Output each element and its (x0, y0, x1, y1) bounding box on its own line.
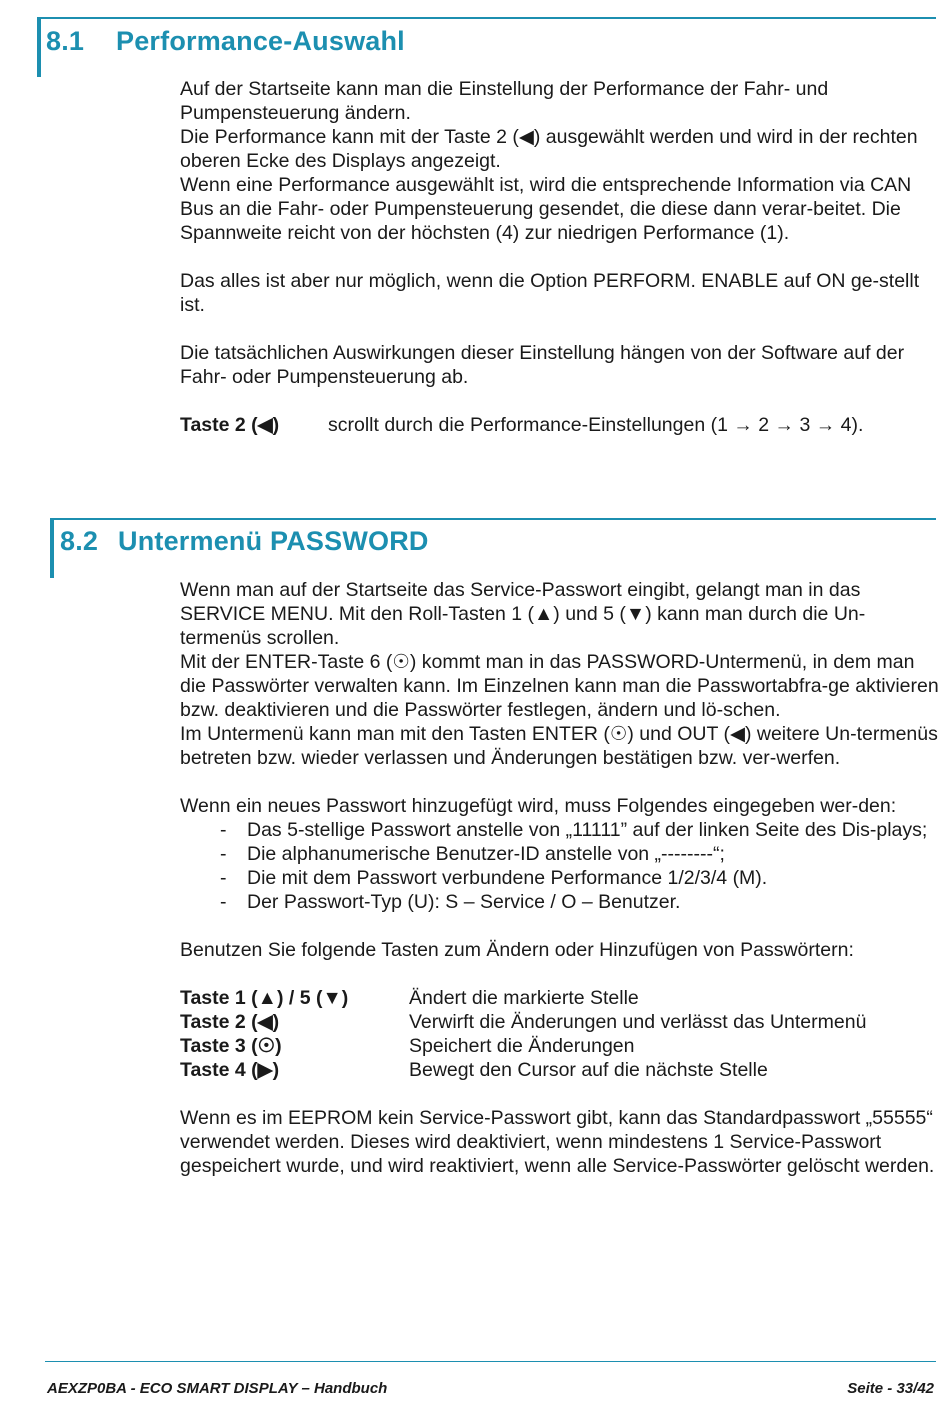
paragraph: Die tatsächlichen Auswirkungen dieser Einstellung hängen von der Software auf der Fahr- oder Pumpensteuerung ab. (180, 342, 905, 388)
closing-paragraph: Wenn es im EEPROM kein Service-Passwort gibt, kann das Standardpasswort „55555“ verwendet werden. Dieses wird deaktiviert, wenn mindestens 1 Service-Passwort gespeichert wurde, und wird reaktiviert, wenn alle Service-Passwörter gelöscht werden. (180, 1107, 935, 1177)
key-table (180, 986, 940, 1082)
key-label: Taste 3 (☉) (180, 1035, 282, 1057)
paragraph: Wenn ein neues Passwort hinzugefügt wird, muss Folgendes eingegeben wer-den: (180, 795, 897, 817)
key-label: Taste 2 (◀) (180, 414, 280, 436)
key-description: Verwirft die Änderungen und verlässt das Untermenü (409, 1011, 867, 1033)
section-header-8-2 (50, 518, 936, 578)
section-body-8-1 (180, 77, 940, 437)
key-row (180, 1058, 940, 1082)
key-description: Bewegt den Cursor auf die nächste Stelle (409, 1059, 768, 1081)
paragraph: Wenn eine Performance ausgewählt ist, wird die entsprechende Information via CAN Bus an die Fahr- oder Pumpensteuerung gesendet, die diese dann verar-beitet. Die Spannweite reicht von der höchsten (4) zur niedrigen Performance (1). (180, 174, 912, 244)
key-label: Taste 4 (▶) (180, 1059, 280, 1081)
paragraph: Das alles ist aber nur möglich, wenn die Option PERFORM. ENABLE auf ON ge-stellt ist. (180, 270, 920, 316)
footer-document-title: AEXZP0BA - ECO SMART DISPLAY – Handbuch (47, 1380, 388, 1397)
list-item: - Die mit dem Passwort verbundene Performance 1/2/3/4 (M). (180, 866, 940, 890)
key-description: scrollt durch die Performance-Einstellungen (1 → 2 → 3 → 4). (328, 414, 864, 436)
paragraph: Wenn man auf der Startseite das Service-Passwort eingibt, gelangt man in das SERVICE MENU. Mit den Roll-Tasten 1 (▲) und 5 (▼) kann man durch die Un-termenüs scrollen. (180, 579, 866, 649)
keys-intro: Benutzen Sie folgende Tasten zum Ändern oder Hinzufügen von Passwörtern: (180, 939, 854, 961)
paragraph: Die Performance kann mit der Taste 2 (◀) ausgewählt werden und wird in der rechten oberen Ecke des Displays angezeigt. (180, 126, 918, 172)
password-field-list (180, 818, 940, 914)
list-item: - Das 5-stellige Passwort anstelle von „11111” auf der linken Seite des Dis-plays; (180, 818, 940, 842)
key-description: Speichert die Änderungen (409, 1035, 635, 1057)
key-row (180, 413, 940, 437)
paragraph: Im Untermenü kann man mit den Tasten ENTER (☉) und OUT (◀) weitere Un-termenüs betreten bzw. wieder verlassen und Änderungen bestätigen bzw. ver-werfen. (180, 723, 938, 769)
section-number: 8.1 (46, 26, 85, 56)
list-item: - Die alphanumerische Benutzer-ID anstelle von „--------“; (180, 842, 940, 866)
list-item: - Der Passwort-Typ (U): S – Service / O – Benutzer. (180, 890, 940, 914)
section-header-8-1 (37, 17, 936, 77)
key-row (180, 1034, 940, 1058)
footer-page-number: Seite - 33/42 (847, 1380, 934, 1397)
key-row (180, 1010, 940, 1034)
paragraph: Auf der Startseite kann man die Einstellung der Performance der Fahr- und Pumpensteuerung ändern. (180, 78, 829, 124)
key-label: Taste 1 (▲) / 5 (▼) (180, 987, 349, 1009)
page-footer (47, 1380, 934, 1397)
section-body-8-2 (180, 578, 940, 1178)
section-heading-text: Performance-Auswahl (116, 26, 405, 56)
key-row (180, 986, 940, 1010)
key-description: Ändert die markierte Stelle (409, 987, 639, 1009)
footer-divider (45, 1361, 936, 1362)
section-title-8-2 (54, 520, 936, 557)
section-title-8-1 (41, 19, 936, 57)
key-label: Taste 2 (◀) (180, 1011, 280, 1033)
section-number: 8.2 (60, 526, 99, 556)
paragraph: Mit der ENTER-Taste 6 (☉) kommt man in das PASSWORD-Untermenü, in dem man die Passwörter verwalten kann. Im Einzelnen kann man die Passwortabfra-ge aktivieren bzw. deaktivieren und die Passwörter festlegen, ändern und lö-schen. (180, 651, 939, 721)
section-heading-text: Untermenü PASSWORD (118, 526, 429, 556)
